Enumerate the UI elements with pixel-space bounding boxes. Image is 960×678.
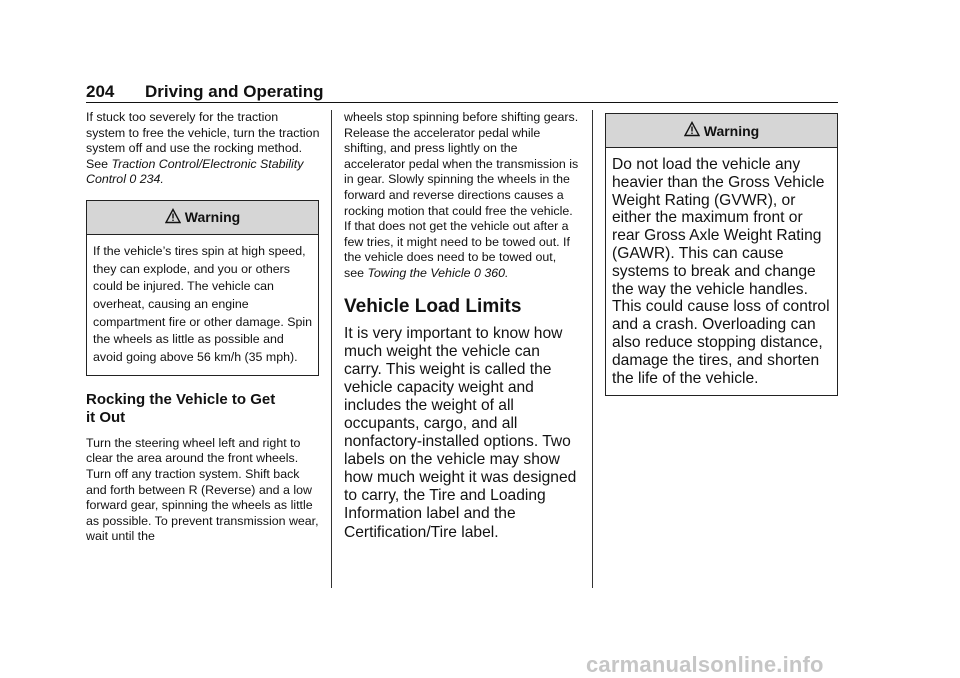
rocking-paragraph: Turn the steering wheel left and right to clear the area around the front wheels. Turn off any traction system. Shift back and forth between R (Reverse) and a low forward gear, spinning the wheels as little as possible. To prevent transmission wear, wait until the: [86, 435, 319, 544]
watermark: carmanualsonline.info: [586, 652, 824, 677]
warning-icon: [684, 121, 700, 140]
column-2: [344, 110, 579, 542]
continued-text: wheels stop spinning before shifting gears. Release the accelerator pedal while shifting, and press lightly on the accelerator pedal when the transmission is in gear. Slowly spinning the wheels in the forward and reverse directions causes a rocking motion that could free the vehicle. If that does not get the vehicle out after a few tries, it might need to be towed out. If the vehicle does need to be towed out, see: [344, 110, 579, 280]
traction-control-link[interactable]: Traction Control/Electronic Stability Control: [86, 156, 304, 187]
warning-header: [87, 201, 318, 235]
section-heading-load-limits: Vehicle Load Limits: [344, 295, 522, 317]
chapter-title: Driving and Operating: [145, 82, 324, 101]
warning-title: Warning: [703, 122, 760, 139]
column-1: [86, 110, 320, 545]
column-divider-2: [592, 110, 593, 588]
warning-text: Do not load the vehicle any heavier than the Gross Vehicle Weight Rating (GVWR), or either the maximum front or rear Gross Axle Weight Rating (GAWR). This can cause systems to break and change the way the vehicle handles. This could cause loss of control and a crash. Overloading can also reduce stopping distance, damage the tires, and shorten the life of the vehicle.: [612, 156, 830, 387]
page-number: 204: [86, 82, 115, 101]
towing-page-ref: 0 360.: [473, 265, 509, 280]
rocking-paragraph-continued: [344, 110, 579, 282]
page-header: [86, 82, 838, 102]
column-3: [605, 113, 838, 396]
column-divider-1: [331, 110, 332, 588]
warning-body: [606, 148, 837, 395]
heading-line-1: Rocking the Vehicle to Get: [86, 390, 276, 408]
warning-title: Warning: [184, 209, 241, 226]
warning-text: If the vehicle’s tires spin at high speed, they can explode, and you or others could be injured. The vehicle can overheat, causing an engine compartment fire or other damage. Spin the wheels as little as possible and avoid going above 56 km/h (35 mph).: [93, 243, 313, 365]
section-heading-rocking: [86, 391, 320, 427]
towing-link[interactable]: Towing the Vehicle: [367, 265, 471, 280]
intro-text: If stuck too severely for the traction system to free the vehicle, turn the traction system off and use the rocking method. See: [86, 110, 320, 171]
warning-box-load: [605, 113, 838, 396]
heading-line-2: it Out: [86, 408, 126, 426]
intro-page-ref: 0 234.: [129, 172, 164, 187]
warning-header: [606, 114, 837, 148]
warning-box-tires: [86, 200, 319, 376]
intro-paragraph: [86, 110, 320, 188]
header-rule: [86, 102, 838, 103]
load-limits-paragraph: It is very important to know how much weight the vehicle can carry. This weight is called the vehicle capacity weight and includes the weight of all occupants, cargo, and all nonfactory-installed options. Two labels on the vehicle may show how much weight it was designed to carry, the Tire and Loading Information label and the Certification/Tire label.: [344, 324, 577, 541]
warning-icon: [165, 208, 181, 227]
warning-body: [87, 235, 318, 375]
